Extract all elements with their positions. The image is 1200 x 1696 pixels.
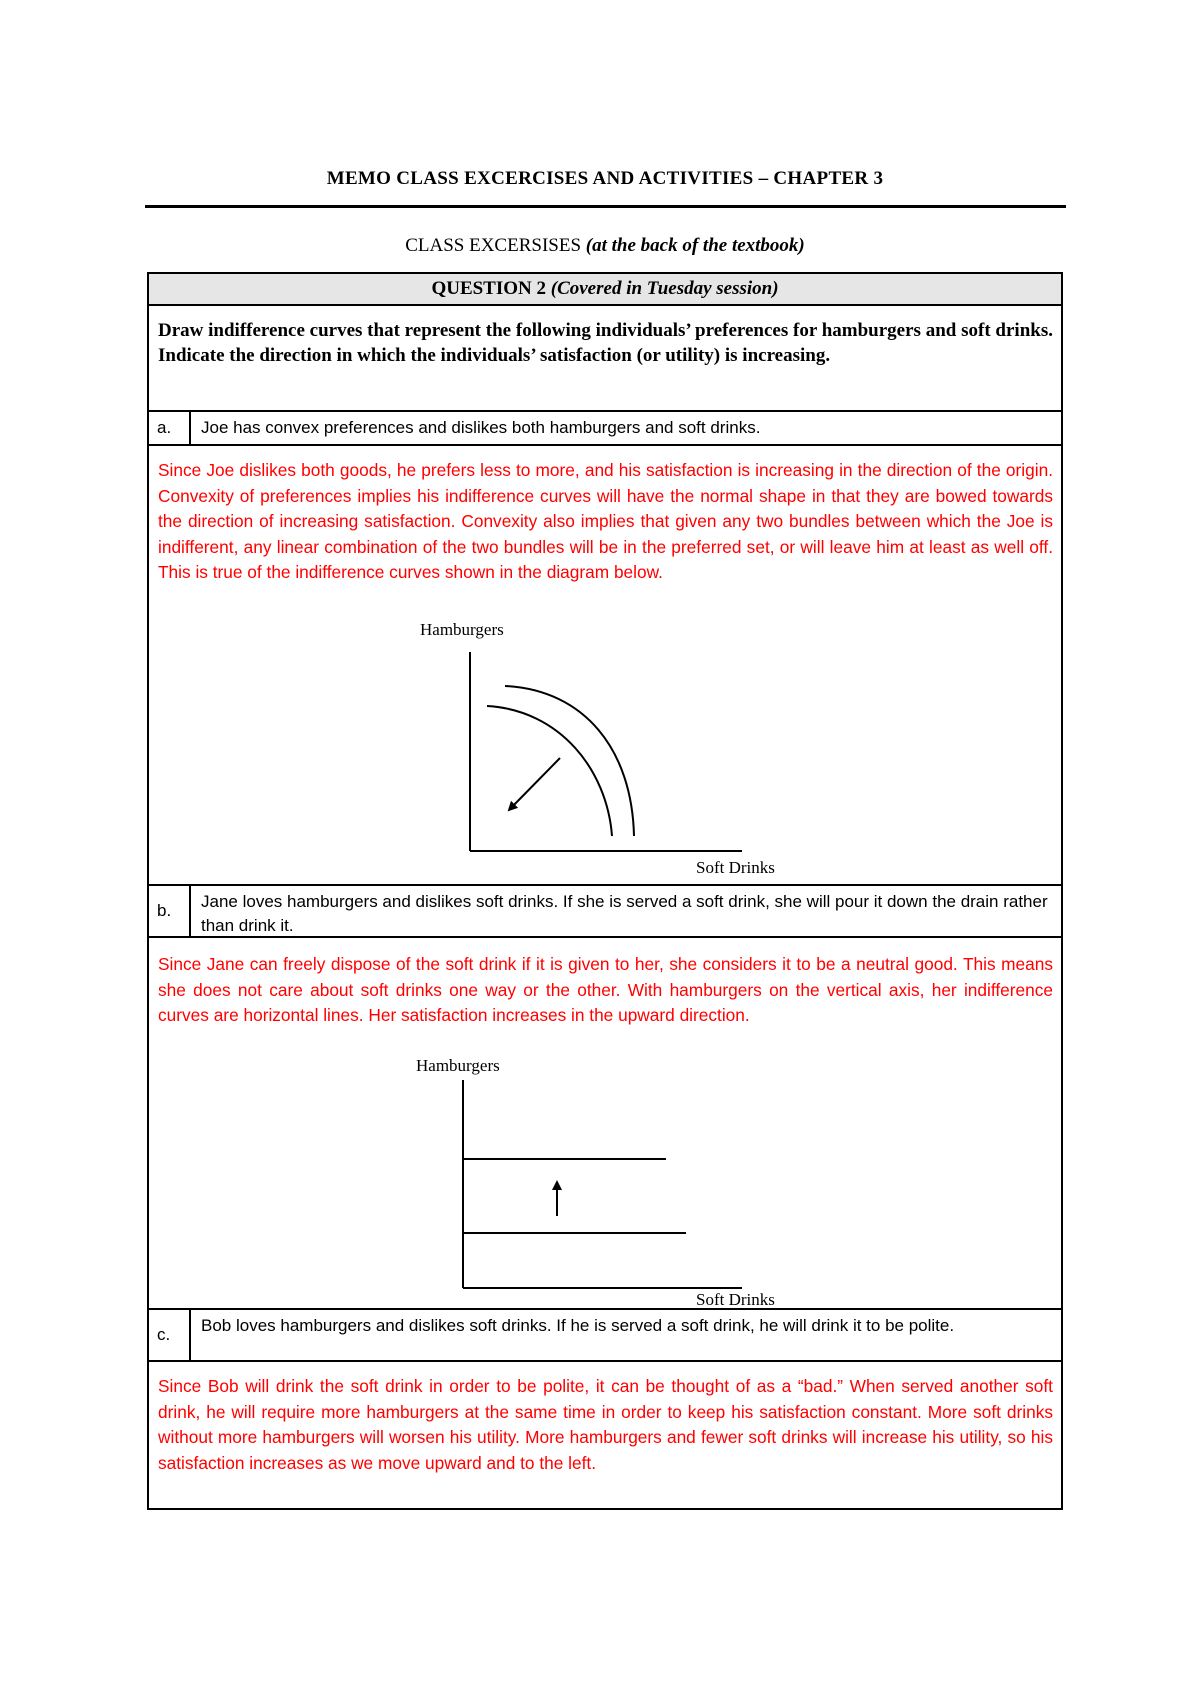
- part-a-statement: Joe has convex preferences and dislikes both hamburgers and soft drinks.: [201, 418, 761, 437]
- part-a-answer: Since Joe dislikes both goods, he prefers less to more, and his satisfaction is increasing in the direction of the origin. Convexity of preferences implies his indifference curves will have the normal shape in that they are bowed towards the direction of increasing satisfaction. Convexity also implies that given any two bundles between which the Joe is indifferent, any linear combination of the two bundles will be in the preferred set, or will leave him at least as well off. This is true of the indifference curves shown in the diagram below.: [158, 460, 1053, 582]
- document-title: MEMO CLASS EXCERCISES AND ACTIVITIES – CHAPTER 3: [326, 168, 884, 189]
- part-a-y-axis-label: Hamburgers: [420, 620, 504, 639]
- part-c-statement: Bob loves hamburgers and dislikes soft drinks. If he is served a soft drink, he will drink it to be polite.: [201, 1316, 955, 1335]
- part-c-letter: c.: [157, 1325, 171, 1344]
- part-b-row: [147, 884, 1063, 938]
- part-b-statement: Jane loves hamburgers and dislikes soft drinks. If she is served a soft drink, she will pour it down the drain rather than drink it.: [201, 892, 1048, 935]
- table-bottom-border: [147, 1508, 1063, 1510]
- question-heading: [147, 272, 1063, 306]
- part-a-indifference-curve-outer: [505, 686, 634, 836]
- subtitle-note: (at the back of the textbook): [585, 235, 805, 256]
- section-subtitle: [145, 235, 1065, 257]
- part-b-divider: [189, 886, 191, 936]
- part-b-answer: Since Jane can freely dispose of the soft drink if it is given to her, she considers it to be a neutral good. This means she does not care about soft drinks one way or the other. With hamburgers on the vertical axis, her indifference curves are horizontal lines. Her satisfaction increases in the upward direction.: [158, 954, 1053, 1025]
- title-divider: [145, 205, 1066, 208]
- part-a-diagram: [460, 640, 800, 880]
- part-b-y-axis-label: Hamburgers: [416, 1056, 500, 1075]
- part-a-utility-arrow: [509, 758, 560, 810]
- subtitle-main: CLASS EXCERSISES: [405, 235, 586, 256]
- question-prompt: Draw indifference curves that represent the following individuals’ preferences for hamburgers and soft drinks. Indicate the direction in which the individuals’ satisfaction (or utility) is increasing.: [158, 320, 1053, 366]
- part-b-letter: b.: [157, 901, 172, 920]
- part-b-x-axis-label: Soft Drinks: [696, 1290, 775, 1309]
- part-c-divider: [189, 1310, 191, 1360]
- part-a-letter: a.: [157, 418, 172, 437]
- question-heading-note: (Covered in Tuesday session): [550, 278, 779, 299]
- part-a-x-axis-label: Soft Drinks: [696, 858, 775, 877]
- part-c-answer: Since Bob will drink the soft drink in order to be polite, it can be thought of as a “bad.” When served another soft drink, he will require more hamburgers at the same time in order to keep his satisfaction constant. More soft drinks without more hamburgers will worsen his utility. More hamburgers and fewer soft drinks will increase his utility, so his satisfaction increases as we move upward and to the left.: [158, 1376, 1053, 1473]
- part-a-row: [147, 410, 1063, 446]
- question-heading-label: QUESTION 2: [431, 278, 551, 299]
- part-b-diagram: [460, 1072, 800, 1312]
- part-c-row: [147, 1308, 1063, 1362]
- part-a-divider: [189, 412, 191, 444]
